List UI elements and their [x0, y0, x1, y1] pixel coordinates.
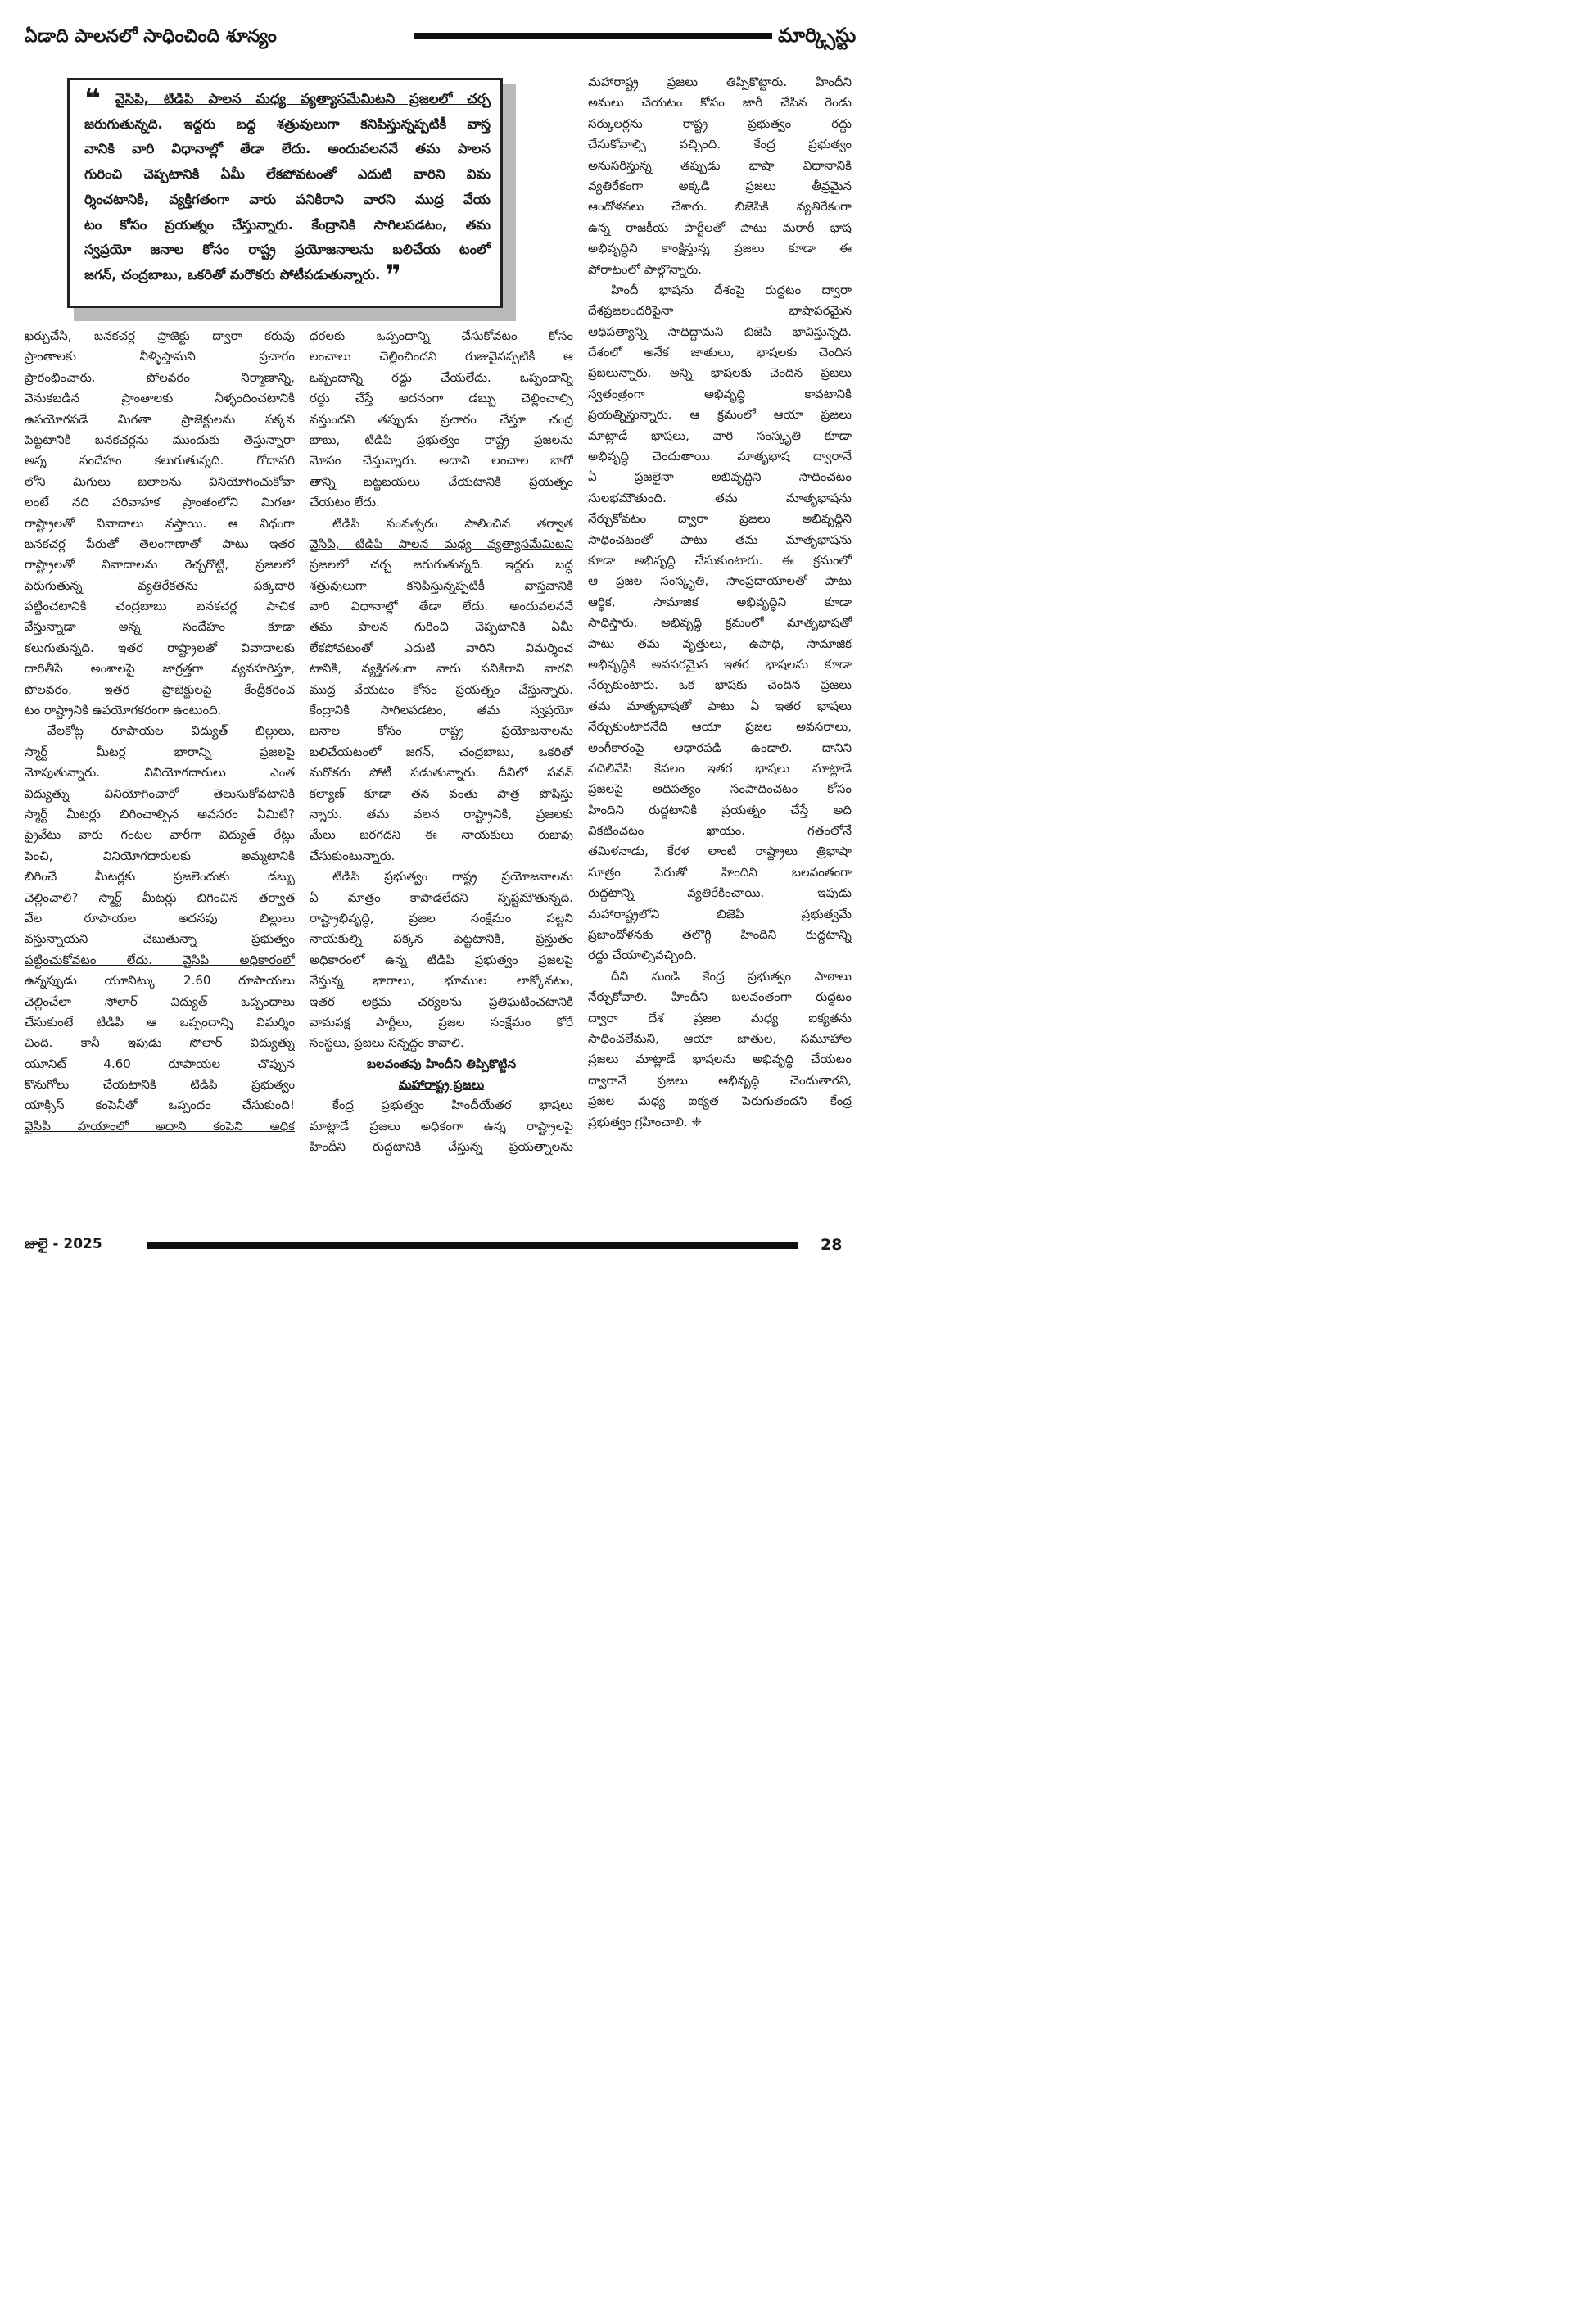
text-line: చేసుకోవాల్సి వచ్చింది. కేంద్ర ప్రభుత్వం [588, 137, 852, 152]
text-line: వికటించటం ఖాయం. గతంలోనే [588, 823, 852, 839]
text-line: పట్టించుకోవటం లేదు. వైసిపి అధికారంలో [25, 952, 295, 967]
text-line: లేకపోవటంతో ఎదుటి వారిని విమర్శించ [310, 640, 573, 655]
text-line: టానికి, వ్యక్తిగతంగా వారు పనికిరాని వారని [310, 661, 573, 677]
footer-rule [147, 1242, 798, 1249]
text-line: ఆందోళనలు చేశారు. బిజెపికి వ్యతిరేకంగా [588, 199, 852, 215]
pull-quote-line [84, 263, 491, 288]
text-line: తాన్ని బట్టబయలు చేయటానికి ప్రయత్నం [310, 473, 573, 489]
pull-quote-text: గురించి చెప్పటానికి ఏమీ లేకపోవటంతో ఎదుటి వారిని విమ [84, 166, 491, 183]
pull-quote-text: వానికి వారి విధానాల్లో తేడా లేదు. అందువలననే తమ పాలన [84, 141, 491, 157]
text-line: మరొకరు పోటీ పడుతున్నారు. దీనిలో పవన్ [310, 765, 573, 781]
text-line: టిడిపి ప్రభుత్వం రాష్ట్ర ప్రయోజనాలను [332, 869, 573, 885]
text-line: సంస్థలు, ప్రజలు సన్నద్ధం కావాలి. [310, 1035, 464, 1051]
text-line: రద్దు చేస్తే అదనంగా డబ్బు చెల్లించాల్సి [310, 391, 573, 406]
column-right [588, 72, 852, 1133]
text-line: అభివృద్ధిని కాంక్షిస్తున్న ప్రజలు కూడా ఈ [588, 241, 852, 256]
text-line: ఆ ప్రజల సంస్కృతి, సాంప్రదాయాలతో పాటు [588, 573, 852, 589]
pull-quote-line [84, 137, 491, 162]
section-title: ఏడాది పాలనలో సాధించింది శూన్యం [25, 26, 277, 47]
text-line: నేర్చుకోవటం ద్వారా ప్రజలు అభివృద్ధిని [588, 511, 852, 527]
pull-quote-line [84, 188, 491, 213]
text-line: న్నారు. తమ వలన రాష్ట్రానికి, ప్రజలకు [310, 806, 573, 822]
text-line: లంటే నది పరివాహక ప్రాంతంలోని మిగతా [25, 495, 295, 510]
text-line: అన్న సందేహం కలుగుతున్నది. గోదావరి [25, 453, 295, 468]
text-line: హిందీని రుద్దటానికి చేస్తున్న ప్రయత్నాలను [310, 1139, 573, 1155]
text-line: వేలకోట్ల రూపాయల విద్యుత్ బిల్లులు, [47, 723, 295, 739]
text-line: దేశంలో అనేక జాతులు, భాషలకు చెందిన [588, 345, 852, 360]
text-line: వేస్తున్న భారాలు, భూముల లాక్కోవటం, [310, 973, 573, 989]
text-line: నాయకుల్ని పక్కన పెట్టటానికి, ప్రస్తుతం [310, 931, 573, 947]
text-line: పెట్టటానికి బనకచర్లను ముందుకు తెస్తున్నారా [25, 432, 295, 447]
pull-quote-line [84, 213, 491, 238]
text-line: అధికారంలో ఉన్న టిడిపి ప్రభుత్వం ప్రజలపై [310, 952, 573, 967]
text-line: కలుగుతున్నది. ఇతర రాష్ట్రాలతో వివాదాలకు [25, 640, 295, 655]
pull-quote-text: ర్శించటానికి, వ్యక్తిగతంగా వారు పనికిరాని వారని ముద్ర వేయ [84, 191, 491, 207]
text-line: అనుసరిస్తున్న తప్పుడు భాషా విధానానికి [588, 157, 852, 173]
pull-quote-line [84, 162, 491, 188]
text-line: సాధించలేమని, ఆయా జాతుల, సమూహాల [588, 1030, 852, 1046]
text-line: హిందీ భాషను దేశంపై రుద్దటం ద్వారా [611, 282, 852, 297]
text-line: స్మార్ట్ మీటర్ల భారాన్ని ప్రజలపై [25, 744, 295, 759]
text-line: పెంచి, వినియోగదారులకు అమ్మటానికి [25, 848, 295, 863]
text-line: వైసిపి, టిడిపి పాలన మధ్య వ్యత్యాసమేమిటని [310, 536, 573, 551]
text-line: వస్తుందని తప్పుడు ప్రచారం చేస్తూ చంద్ర [310, 411, 573, 427]
text-line: ఏ ప్రజలైనా అభివృద్ధిని సాధించటం [588, 469, 852, 485]
text-line: మహారాష్ట్రలోని బిజెపి ప్రభుత్వమే [588, 906, 852, 921]
text-line: వేల రూపాయల అదనపు బిల్లులు [25, 910, 295, 926]
text-line: జనాల కోసం రాష్ట్ర ప్రయోజనాలను [310, 723, 573, 739]
text-line: రుద్దటాన్ని వ్యతిరేకించాయి. ఇపుడు [588, 885, 852, 901]
text-line: ఉన్నప్పుడు యూనిట్కు 2.60 రూపాయలు [25, 973, 295, 989]
text-line: ప్రజల మధ్య ఐక్యత పెరుగుతందని కేంద్ర [588, 1093, 852, 1109]
subheading: బలవంతపు హిందీని తిప్పికొట్టిన [366, 1056, 517, 1071]
text-line: టిడిపి సంవత్సరం పాలించిన తర్వాత [332, 515, 573, 531]
text-line: తమ పాలన గురించి చెప్పటానికి ఏమీ [310, 619, 573, 635]
text-line: బాబు, టిడిపి ప్రభుత్వం రాష్ట్ర ప్రజలను [310, 432, 573, 447]
open-quote-mark: ❝ [84, 87, 101, 112]
text-line: రాష్ట్రాలతో వివాదాలను రెచ్చగొట్టి, ప్రజలలో [25, 557, 295, 573]
text-line: ఉపయోగపడే మిగతా ప్రాజెక్టులను పక్కన [25, 411, 295, 427]
pull-quote-line [84, 87, 491, 112]
text-line: శత్రువులుగా కనిపిస్తున్నప్పటికీ వాస్తవానికి [310, 577, 573, 593]
text-line: సులభమౌతుంది. తమ మాతృభాషను [588, 490, 852, 505]
pull-quote-text: వైసిపి, టిడిపి పాలన మధ్య వ్యత్యాసమేమిటని ప్రజలలో చర్చ [115, 91, 491, 106]
text-line: నేర్చుకుంటారనేది ఆయా ప్రజల అవసరాలు, [588, 719, 852, 735]
text-line: ద్వారా దేశ ప్రజల మధ్య ఐక్యతను [588, 1010, 852, 1025]
text-line: రాష్ట్రాభివృద్ధి, ప్రజల సంక్షేమం పట్టని [310, 910, 573, 926]
text-line: స్వతంత్రంగా అభివృద్ధి కావటానికి [588, 386, 852, 401]
text-line: కల్యాణ్ కూడా తన వంతు పాత్ర పోషిస్తు [310, 785, 573, 801]
text-line: ధరలకు ఒప్పందాన్ని చేసుకోవటం కోసం [310, 328, 573, 343]
text-line: ప్రజలపై ఆధిపత్యం సంపాదించటం కోసం [588, 781, 852, 797]
close-quote-mark: ❞ [385, 262, 401, 288]
text-line: వేస్తున్నాడా అన్న సందేహం కూడా [25, 619, 295, 635]
text-line: అభివృద్ధి చెందుతాయి. మాతృభాష ద్వారానే [588, 449, 852, 464]
text-line: వామపక్ష పార్టీలు, ప్రజల సంక్షేమం కోరే [310, 1014, 573, 1030]
magazine-name: మార్క్సిస్టు [778, 24, 857, 47]
text-line: అభివృద్ధికి అవసరమైన ఇతర భాషలను కూడా [588, 656, 852, 672]
text-line: స్మార్ట్ మీటర్లు బిగించాల్సిన అవసరం ఏమిటి? [25, 806, 295, 822]
text-line: వారి విధానాల్లో తేడా లేదు. అందువలననే [310, 599, 573, 614]
text-line: రాష్ట్రాలతో వివాదాలు వస్తాయి. ఆ విధంగా [25, 515, 295, 531]
text-line: వెనుకబడిన ప్రాంతాలకు నీళ్ళందించటానికి [25, 391, 295, 406]
text-line: ప్రాంతాలకు నీళ్ళిస్తామని ప్రచారం [25, 349, 295, 364]
text-line: పాటు తమ వృత్తులు, ఉపాధి, సామాజిక [588, 636, 852, 651]
pull-quote [67, 78, 503, 308]
text-line: వైసిపి హయాంలో అదాని కంపెని అధిక [25, 1118, 295, 1134]
text-line: నేర్చుకుంటారు. ఒక భాషకు చెందిన ప్రజలు [588, 677, 852, 693]
text-line: హిందిని రుద్దటానికి ప్రయత్నం చేస్తే అది [588, 802, 852, 817]
pull-quote-text: జరుగుతున్నది. ఇద్దరు బద్ధ శత్రువులుగా కనిపిస్తున్నప్పటికీ వాస్త [84, 115, 491, 132]
text-line: ద్వారానే ప్రజలు అభివృద్ధి చెందుతారని, [588, 1072, 852, 1088]
text-line: చెల్లించాలి? స్మార్ట్ మీటర్లు బిగించిన తర్వాత [25, 889, 295, 905]
text-line: లంచాలు చెల్లించిందని రుజువైనప్పటికీ ఆ [310, 349, 573, 364]
text-line: మాట్లాడే భాషలు, వారి సంస్కృతి కూడా [588, 428, 852, 443]
text-line: కేంద్ర ప్రభుత్వం హిందీయేతర భాషలు [332, 1098, 573, 1113]
text-line: ఒప్పందాన్ని రద్దు చేయలేదు. ఒప్పందాన్ని [310, 369, 573, 385]
text-line: ఆధిపత్యాన్ని సాధిద్దామని బిజెపి భావిస్తున్నది. [588, 324, 852, 339]
text-line: వదిలివేసి కేవలం ఇతర భాషలు మాట్లాడే [588, 760, 852, 776]
header-rule [414, 33, 772, 39]
text-line: యూనిట్ 4.60 రూపాయల చొప్పున [25, 1056, 295, 1071]
text-line: మోసం చేస్తున్నారు. అదాని లంచాల బాగో [310, 453, 573, 468]
text-line: ప్రజలు మాట్లాడే భాషలను అభివృద్ధి చేయటం [588, 1052, 852, 1067]
text-line: ఖర్చుచేసి, బనకచర్ల ప్రాజెక్టు ద్వారా కరువు [25, 328, 295, 343]
pull-quote-text: జగన్, చంద్రబాబు, ఒకరితో మరొకరు పోటీపడుతున్నారు. [84, 266, 381, 283]
subheading: మహారాష్ట్ర ప్రజలు [398, 1077, 485, 1093]
pull-quote-line [84, 238, 491, 263]
text-line: చేయటం లేదు. [310, 495, 380, 510]
text-line: ప్రజాందోళనకు తలొగ్గి హిందిని రుద్దటాన్ని [588, 927, 852, 943]
text-line: చింది. కానీ ఇపుడు సోలార్ విద్యుత్ను [25, 1035, 295, 1051]
page-number: 28 [821, 1236, 843, 1254]
text-line: దేశప్రజలందరిపైనా భాషాపరమైన [588, 303, 852, 319]
text-line: పోలవరం, ఇతర ప్రాజెక్టులపై కేంద్రీకరించ [25, 681, 295, 697]
text-line: యాక్సిస్ కంపెనీతో ఒప్పందం చేసుకుంది! [25, 1098, 295, 1113]
text-line: సాధించటంతో పాటు తమ మాతృభాషను [588, 532, 852, 547]
text-line: రద్దు చేయాల్సివచ్చింది. [588, 948, 697, 963]
text-line: ప్రారంభించారు. పోలవరం నిర్మాణాన్ని, [25, 369, 295, 385]
pull-quote-text: స్వప్రయో జనాల కోసం రాష్ట్ర ప్రయోజనాలను బలిచేయ టంలో [84, 242, 491, 258]
text-line: వ్యతిరేకంగా అక్కడి ప్రజలు తీవ్రమైన [588, 178, 852, 193]
text-line: ప్రభుత్వం గ్రహించాలి. ❈ [588, 1114, 702, 1129]
column-left [25, 326, 295, 1137]
text-line: వస్తున్నాయని చెబుతున్నా ప్రభుత్వం [25, 931, 295, 947]
text-line: మాట్లాడే ప్రజలు అధికంగా ఉన్న రాష్ట్రాలపై [310, 1118, 573, 1134]
text-line: కూడా అభివృద్ధి చేసుకుంటారు. ఈ క్రమంలో [588, 552, 852, 568]
text-line: నేర్చుకోవాలి. హిందీని బలవంతంగా రుద్దటం [588, 989, 852, 1005]
text-line: టం రాష్ట్రానికి ఉపయోగకరంగా ఉంటుంది. [25, 703, 222, 718]
text-line: మహారాష్ట్ర ప్రజలు తిప్పికొట్టారు. హిందీని [588, 75, 852, 89]
text-line: ప్రయత్నిస్తున్నారు. ఆ క్రమంలో ఆయా ప్రజలు [588, 407, 852, 423]
text-line: అంగీకారంపై ఆధారపడి ఉండాలి. దానిని [588, 740, 852, 755]
text-line: పెరుగుతున్న వ్యతిరేకతను పక్కదారి [25, 577, 295, 593]
text-line: ముద్ర వేయటం కోసం ప్రయత్నం చేస్తున్నారు. [310, 681, 573, 697]
text-line: ఆర్థిక, సామాజిక అభివృద్ధిని కూడా [588, 594, 852, 609]
text-line: బనకచర్ల పేరుతో తెలంగాణాతో పాటు ఇతర [25, 536, 295, 551]
text-line: సాధిస్తారు. అభివృద్ధి క్రమంలో మాతృభాషతో [588, 615, 852, 631]
text-line: ప్రజలలో చర్చ జరుగుతున్నది. ఇద్దరు బద్ధ [310, 557, 573, 573]
text-line: చెల్లించేలా సోలార్ విద్యుత్ ఒప్పందాలు [25, 994, 295, 1009]
pull-quote-line [84, 112, 491, 138]
text-line: మోపుతున్నారు. వినియోగదారులు ఎంత [25, 765, 295, 781]
text-line: లోని మిగులు జలాలను వినియోగించుకోవా [25, 473, 295, 489]
text-line: చేసుకుంటే టిడిపి ఆ ఒప్పందాన్ని విమర్శిం [25, 1014, 295, 1030]
text-line: ఏ మాత్రం కాపాడలేదని స్పష్టమౌతున్నది. [310, 889, 573, 905]
text-line: తమ మాతృభాషతో పాటు ఏ ఇతర భాషలు [588, 698, 852, 713]
text-line: ఉన్న రాజకీయ పార్టీలతో పాటు మరాఠీ భాష [588, 220, 852, 235]
text-line: ప్రజలున్నారు. అన్ని భాషలకు చెందిన ప్రజలు [588, 365, 852, 381]
text-line: తమిళనాడు, కేరళ లాంటి రాష్ట్రాలు త్రిభాషా [588, 844, 852, 859]
text-line: సూత్రం పేరుతో హిందిని బలవంతంగా [588, 864, 852, 880]
text-line: సర్కులర్లను రాష్ట్ర ప్రభుత్వం రద్దు [588, 115, 852, 131]
text-line: కేంద్రానికి సాగిలపడటం, తమ స్వప్రయో [310, 703, 573, 718]
text-line: పోరాటంలో పాల్గొన్నారు. [588, 261, 702, 277]
text-line: ఇతర అక్రమ చర్యలను ప్రతిఘటించటానికి [310, 994, 573, 1009]
text-line: అమలు చేయటం కోసం జారీ చేసిన రెండు [588, 95, 852, 111]
column-middle [310, 326, 573, 1158]
text-line: దారితీసే అంశాలపై జాగ్రత్తగా వ్యవహరిస్తూ, [25, 661, 295, 677]
text-line: చేసుకుంటున్నారు. [310, 848, 396, 863]
issue-date: జులై - 2025 [25, 1236, 102, 1252]
text-line: కొనుగోలు చేయటానికి టిడిపి ప్రభుత్వం [25, 1077, 295, 1093]
text-line: పట్టించటానికి చంద్రబాబు బనకచర్ల పాచిక [25, 599, 295, 614]
text-line: బలిచేయటంలో జగన్, చంద్రబాబు, ఒకరితో [310, 744, 573, 759]
text-line: దీని నుండి కేంద్ర ప్రభుత్వం పాఠాలు [611, 968, 852, 984]
text-line: ప్రైవేటు వారు గంటల వారీగా విద్యుత్ రేట్లు [25, 827, 295, 843]
text-line: మేలు జరగదని ఈ నాయకులు రుజువు [310, 827, 573, 843]
pull-quote-text: టం కోసం ప్రయత్నం చేస్తున్నారు. కేంద్రానికి సాగిలపడటం, తమ [84, 216, 491, 233]
text-line: బిగించే మీటర్లకు ప్రజలెందుకు డబ్బు [25, 869, 295, 885]
text-line: విద్యుత్ను వినియోగించారో తెలుసుకోవటానికి [25, 785, 295, 801]
